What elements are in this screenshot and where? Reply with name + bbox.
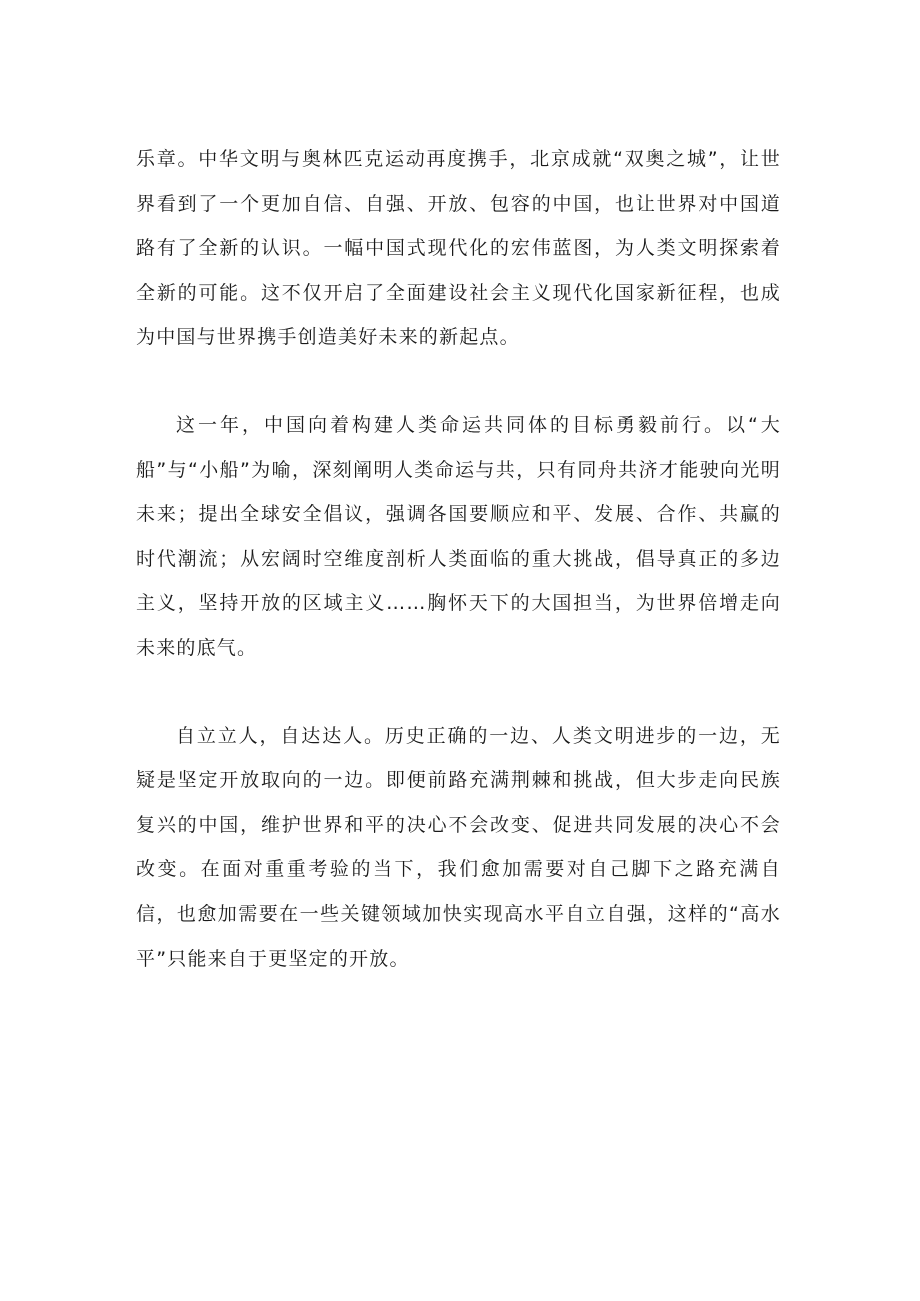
paragraph-community-of-shared-future: 这一年，中国向着构建人类命运共同体的目标勇毅前行。以“大船”与“小船”为喻，深刻阐明人类命运与共，只有同舟共济才能驶向光明未来；提出全球安全倡议，强调各国要顺应和平、发展、合作、共赢的时代潮流；从宏阔时空维度剖析人类面临的重大挑战，倡导真正的多边主义，坚持开放的区域主义……胸怀天下的大国担当，为世界倍增走向未来的底气。 — [136, 413, 781, 659]
paragraph-self-reliance: 自立立人，自达达人。历史正确的一边、人类文明进步的一边，无疑是坚定开放取向的一边。即便前路充满荆棘和挑战，但大步走向民族复兴的中国，维护世界和平的决心不会改变、促进共同发展的决心不会改变。在面对重重考验的当下，我们愈加需要对自己脚下之路充满自信，也愈加需要在一些关键领域加快实现高水平自立自强，这样的“高水平”只能来自于更坚定的开放。 — [136, 724, 781, 970]
paragraph-continuation: 乐章。中华文明与奥林匹克运动再度携手，北京成就“双奥之城”，让世界看到了一个更加自信、自强、开放、包容的中国，也让世界对中国道路有了全新的认识。一幅中国式现代化的宏伟蓝图，为人类文明探索着全新的可能。这不仅开启了全面建设社会主义现代化国家新征程，也成为中国与世界携手创造美好未来的新起点。 — [136, 148, 781, 349]
document-body — [136, 137, 781, 1024]
